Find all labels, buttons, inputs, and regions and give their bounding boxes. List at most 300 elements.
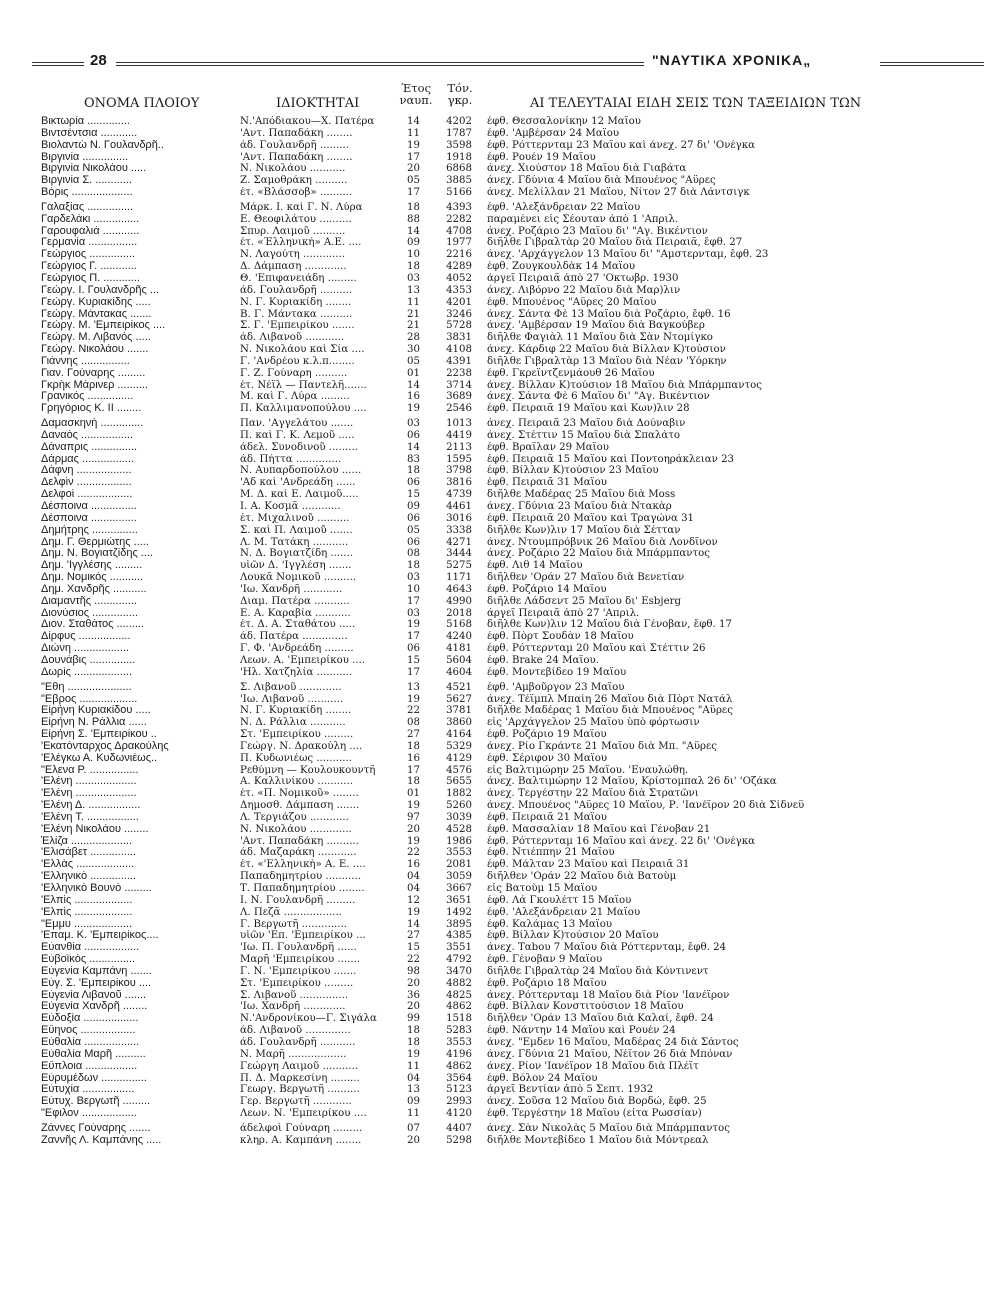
build-year: 97	[407, 811, 420, 823]
owner-name: άδ. Πήττα ..............	[240, 453, 342, 465]
build-year: 19	[407, 1048, 420, 1060]
gross-tons: 5728	[446, 320, 472, 332]
ship-name: Δημ. 'Ιγγλέσης .........	[41, 560, 143, 572]
trip-news: άνεχ. Βίλλαν Κ)τούσιον 18 Μαΐου διὰ Μπάρμπαντος	[487, 379, 762, 391]
owner-name: Ε. Α. Καραβία ...........	[240, 607, 351, 619]
gross-tons: 4201	[446, 296, 472, 308]
table-row	[0, 1001, 1000, 1013]
column-header-owners: ΙΔΙΟΚΤΗΤΑΙ	[276, 96, 360, 111]
trip-news: παραμένει εἰς Σέουταν ἀπὸ 1 'Απριλ.	[487, 213, 679, 225]
trip-news: έφθ. Λιθ 14 Μαΐου	[487, 560, 583, 572]
owner-name: Ν. Δ. Ράλλια ...........	[240, 717, 346, 729]
gross-tons: 3651	[446, 894, 472, 906]
table-row	[0, 537, 1000, 549]
build-year: 11	[407, 1108, 420, 1120]
build-year: 05	[407, 175, 420, 187]
column-header-tons-line2: γκρ.	[447, 93, 473, 107]
trip-news: έφθ. Ροζάριο 18 Μαΐου	[487, 977, 607, 989]
owner-name: 'Αντ. Παπαδάκη ........	[240, 151, 353, 163]
owner-name: Λουκᾶ Νομικοῦ ..........	[240, 572, 357, 584]
ship-name: Εὐβοϊκὸς ...............	[41, 954, 136, 966]
owner-name: Ν. Αυπαρδοπούλου ......	[240, 465, 362, 477]
ship-name: Δωρὶς ...................	[41, 666, 133, 678]
ship-name: Εἰρήνη Σ. 'Εμπειρίκου ..	[41, 729, 157, 741]
table-row	[0, 717, 1000, 729]
build-year: 22	[407, 954, 420, 966]
build-year: 17	[407, 595, 420, 607]
owner-name: Ν. Γ. Κυριακίδη ........	[240, 705, 352, 717]
table-row	[0, 847, 1000, 859]
gross-tons: 1986	[446, 835, 472, 847]
owner-name: έτ. «Βλάσσοβ» ..........	[240, 187, 353, 199]
owner-name: Ν. Γ. Κυριακίδη ........	[240, 296, 352, 308]
gross-tons: 5655	[446, 776, 472, 788]
build-year: 19	[407, 403, 420, 415]
ship-name: Γκρὴκ Μάρινερ ..........	[41, 379, 148, 391]
trip-news: άνεχ. Πειραιᾶ 23 Μαΐου διὰ Δούναβιν	[487, 418, 686, 430]
owner-name: Ν. Δ. Βογιατζίδη .......	[240, 548, 354, 560]
table-row	[0, 619, 1000, 631]
column-header-year	[396, 82, 436, 106]
gross-tons: 5260	[446, 800, 472, 812]
table-row	[0, 128, 1000, 140]
build-year: 18	[407, 776, 420, 788]
table-row	[0, 667, 1000, 679]
table-row	[0, 477, 1000, 489]
build-year: 17	[407, 631, 420, 643]
build-year: 03	[407, 418, 420, 430]
build-year: 17	[407, 187, 420, 199]
owner-name: άδελ. Συνοδινοῦ .........	[240, 441, 358, 453]
build-year: 20	[407, 977, 420, 989]
gross-tons: 3598	[446, 139, 472, 151]
trip-news: άνεχ. Στέττιν 15 Μαΐου διὰ Σπαλάτο	[487, 429, 681, 441]
table-row	[0, 765, 1000, 777]
gross-tons: 4120	[446, 1108, 472, 1120]
trip-news: άνεχ. Ρίον 'Ιανέϊρον 18 Μαΐου διὰ Πλέϊτ	[487, 1060, 699, 1072]
gross-tons: 4271	[446, 536, 472, 548]
build-year: 13	[407, 284, 420, 296]
gross-tons: 3016	[446, 512, 472, 524]
table-row	[0, 368, 1000, 380]
gross-tons: 4882	[446, 977, 472, 989]
trip-news: έφθ. Μοντεβίδεο 19 Μαΐου	[487, 666, 627, 678]
owner-name: Π. Κυδωνιέως ...........	[240, 752, 352, 764]
build-year: 14	[407, 225, 420, 237]
owner-name: Παπαδημητρίου ...........	[240, 871, 362, 883]
owner-name: Σπυρ. Λαιμοῦ ..........	[240, 225, 346, 237]
gross-tons: 4385	[446, 930, 472, 942]
ship-name: Εὐθαλία Μαρῆ ..........	[41, 1048, 146, 1060]
trip-news: άνεχ. Σάντα Φὲ 6 Μαΐου δι' "Αγ. Βικέντιον	[487, 391, 710, 403]
owner-name: Μ. καὶ Γ. Λύρα .........	[240, 391, 350, 403]
trip-news: έφθ. Πειραιᾶ 19 Μαΐου καὶ Κων)λιν 28	[487, 403, 690, 415]
owner-name: Γεώργη Λαιμοῦ ...........	[240, 1060, 359, 1072]
ship-name: 'Ελένη ....................	[41, 776, 137, 788]
owner-name: άδελφοὶ Γούναρη .........	[240, 1122, 363, 1134]
owner-name: 'Ιω. Χανδρῆ .............	[240, 1001, 346, 1013]
trip-news: διῆλθε Κων)λιν 12 Μαΐου διὰ Γένοβαν, ἔφθ. 17	[487, 619, 732, 631]
build-year: 19	[407, 835, 420, 847]
ship-name: Εὐανθία ..................	[41, 942, 140, 954]
table-row	[0, 1025, 1000, 1037]
ship-name: Εὐτυχ. Βεργωτῆ .........	[41, 1096, 151, 1108]
trip-news: άνεχ. Μπουένος "Αϋρες 10 Μαΐου, Ρ. 'Ιανέϊρον 20 διὰ Σίδνεϋ	[487, 800, 805, 812]
ship-name: "Εμμυ ...................	[41, 918, 133, 930]
build-year: 06	[407, 643, 420, 655]
ship-name: Βιργινία Νικολάου .....	[41, 163, 147, 175]
owner-name: Γ. 'Ανδρέου κ.λ.π........	[240, 355, 355, 367]
trip-news: άργεῖ Πειραιᾶ ἀπὸ 27 'Οκτωβρ. 1930	[487, 272, 679, 284]
build-year: 20	[407, 1001, 420, 1013]
gross-tons: 3039	[446, 811, 472, 823]
ship-name: "Εβρος ...................	[41, 693, 138, 705]
ship-name: 'Ελένη Τ. .................	[41, 811, 139, 823]
table-row	[0, 309, 1000, 321]
gross-tons: 3470	[446, 965, 472, 977]
build-year: 06	[407, 477, 420, 489]
gross-tons: 5627	[446, 693, 472, 705]
owner-name: άδ. Γουλανδρῆ ...........	[240, 1036, 356, 1048]
build-year: 17	[407, 764, 420, 776]
owner-name: κληρ. Α. Καμπάνη ........	[240, 1134, 362, 1146]
gross-tons: 3246	[446, 308, 472, 320]
owner-name: Σ. Λιβανοῦ ...............	[240, 989, 349, 1001]
trip-news: άνεχ. Γδύνια 21 Μαΐου, Νέϊτον 26 διὰ Μπόναν	[487, 1048, 733, 1060]
gross-tons: 2081	[446, 859, 472, 871]
gross-tons: 4862	[446, 1060, 472, 1072]
ship-name: Δάφνη ..................	[41, 465, 132, 477]
table-row	[0, 859, 1000, 871]
trip-news: εἰς Βαλτιμώρην 25 Μαΐου. 'Εναυλώθη.	[487, 764, 689, 776]
table-row	[0, 705, 1000, 717]
table-row	[0, 430, 1000, 442]
table-row	[0, 297, 1000, 309]
ship-name: 'Επαμ. Κ. 'Εμπειρίκος....	[41, 930, 159, 942]
owner-name: 'Ιω. Λιβανοῦ ...........	[240, 693, 344, 705]
build-year: 09	[407, 501, 420, 512]
ship-name: Διαμαντῆς ..............	[41, 595, 137, 607]
table-row	[0, 152, 1000, 164]
table-row	[0, 380, 1000, 392]
build-year: 17	[407, 151, 420, 163]
ship-name: 'Ελένη ....................	[41, 788, 137, 800]
gross-tons: 5275	[446, 560, 472, 572]
build-year: 18	[407, 465, 420, 477]
ship-name: Εὔπλοια .................	[41, 1060, 138, 1072]
table-row	[0, 489, 1000, 501]
gross-tons: 2993	[446, 1096, 472, 1108]
gross-tons: 6868	[446, 163, 472, 175]
owner-name: Γ. Βεργωτῆ ..............	[240, 918, 348, 930]
gross-tons: 1013	[446, 418, 472, 430]
trip-news: διῆλθε Μαδέρας 25 Μαΐου διὰ Moss	[487, 489, 676, 501]
build-year: 09	[407, 1096, 420, 1108]
owner-name: 'Ιω. Χανδρῆ ............	[240, 583, 343, 595]
owner-name: 'Αδ καὶ 'Ανδρεάδη ......	[240, 477, 356, 489]
gross-tons: 1595	[446, 453, 472, 465]
trip-news: έφθ. Νάντην 14 Μαΐου καὶ Ρουέν 24	[487, 1025, 676, 1037]
gross-tons: 3714	[446, 379, 472, 391]
gross-tons: 4202	[446, 116, 472, 127]
owner-name: Λ. Τεργιάζου ............	[240, 811, 349, 823]
trip-news: έφθ. Καλάμας 13 Μαΐου	[487, 918, 613, 930]
trip-news: έφθ. 'Αμβέρσαν 24 Μαΐου	[487, 127, 620, 139]
ship-name: Γεώργ. Κυριακίδης .....	[41, 296, 151, 308]
build-year: 10	[407, 583, 420, 595]
build-year: 04	[407, 1072, 420, 1084]
ship-name: Γεώργ. Μάντακας .......	[41, 308, 152, 320]
table-row	[0, 418, 1000, 430]
gross-tons: 4862	[446, 1001, 472, 1013]
ship-name: Γαρουφαλιά ............	[41, 225, 140, 237]
gross-tons: 4604	[446, 666, 472, 678]
table-row	[0, 930, 1000, 942]
owner-name: Λ. Μ. Τατάκη ...........	[240, 536, 349, 548]
gross-tons: 3831	[446, 332, 472, 344]
ship-name: 'Ελληνικὸ ...............	[41, 871, 137, 883]
build-year: 19	[407, 906, 420, 918]
ship-name: Γερμανία ................	[41, 237, 138, 249]
build-year: 20	[407, 823, 420, 835]
owner-name: Μ. Δ. καὶ Ε. Λαιμοῦ.....	[240, 489, 359, 501]
trip-news: έφθ. Πειραιᾶ 31 Μαΐου	[487, 477, 607, 489]
owner-name: 'Ιω. Π. Γουλανδρῆ ......	[240, 942, 357, 954]
table-row	[0, 824, 1000, 836]
table-row	[0, 729, 1000, 741]
table-row	[0, 990, 1000, 1002]
table-row	[0, 548, 1000, 560]
trip-news: άργεῖ Πειραιᾶ ἀπὸ 27 'Απριλ.	[487, 607, 640, 619]
gross-tons: 4643	[446, 583, 472, 595]
ship-name: Ζάννες Γούναρης .......	[41, 1122, 151, 1134]
owner-name: Ν. Λαγούτη .............	[240, 249, 346, 261]
build-year: 18	[407, 201, 420, 213]
owner-name: Λ. Πεζᾶ ..................	[240, 906, 342, 918]
table-row	[0, 226, 1000, 238]
table-row	[0, 788, 1000, 800]
owner-name: Στ. 'Εμπειρίκου .........	[240, 977, 354, 989]
trip-news: έφθ. Βίλλαν Κ)τούσιον 23 Μαΐου	[487, 465, 659, 477]
table-row	[0, 631, 1000, 643]
trip-news: έφθ. Βίλλαν Κ)τούσιον 20 Μαΐου	[487, 930, 659, 942]
trip-news: άνεχ. Βαλτιμώρην 12 Μαΐου, Κρίστομπαλ 26 δι' 'Οζάκα	[487, 776, 777, 788]
build-year: 16	[407, 391, 420, 403]
trip-news: άνεχ. "Εμδεν 16 Μαΐου, Μαδέρας 24 διὰ Σάντος	[487, 1036, 739, 1048]
table-row	[0, 655, 1000, 667]
build-year: 18	[407, 740, 420, 752]
table-row	[0, 883, 1000, 895]
ship-name: Εὐγ. Σ. 'Εμπειρίκου ....	[41, 977, 152, 989]
ship-name: Ζαννῆς Λ. Καμπάνης .....	[41, 1134, 162, 1146]
table-row	[0, 942, 1000, 954]
owner-name: άδ. Λιβανοῦ ............	[240, 332, 345, 344]
trip-news: εἰς Βατοὺμ 15 Μαΐου	[487, 883, 598, 894]
gross-tons: 4353	[446, 284, 472, 296]
trip-news: άνεχ. Ντουμπρόβνικ 26 Μαΐου διὰ Λονδῖνον	[487, 536, 718, 548]
ship-name: Βιργινία ...............	[41, 151, 129, 163]
gross-tons: 3860	[446, 717, 472, 729]
gross-tons: 5604	[446, 654, 472, 666]
gross-tons: 3798	[446, 465, 472, 477]
table-row	[0, 907, 1000, 919]
build-year: 22	[407, 847, 420, 859]
trip-news: έφθ. Μασσαλίαν 18 Μαΐου καὶ Γένοβαν 21	[487, 823, 711, 835]
ship-name: 'Ελληνικὸ Βουνὸ .........	[41, 883, 152, 894]
trip-news: άνεχ. Σοῦσα 12 Μαΐου διὰ Βορδώ, ἔφθ. 25	[487, 1096, 707, 1108]
build-year: 01	[407, 367, 420, 379]
build-year: 98	[407, 965, 420, 977]
trip-news: διῆλθε Λάδσεντ 25 Μαΐου δι' Esbjerg	[487, 595, 682, 607]
table-row	[0, 608, 1000, 620]
table-row	[0, 596, 1000, 608]
ship-name: Εἰρήνη Κυριακίδου .....	[41, 705, 151, 717]
ship-name: Δημ. Νομικός ...........	[41, 572, 144, 584]
build-year: 19	[407, 693, 420, 705]
build-year: 08	[407, 548, 420, 560]
trip-news: άνεχ. Σὰν Νικολὰς 5 Μαΐου διὰ Μπάρμπαντος	[487, 1122, 730, 1134]
gross-tons: 5168	[446, 619, 472, 631]
build-year: 05	[407, 355, 420, 367]
table-row	[0, 1037, 1000, 1049]
owner-name: Σ. καὶ Π. Λαιμοῦ .......	[240, 524, 353, 536]
owner-name: Α. Καλλινίκου ...........	[240, 776, 353, 788]
gross-tons: 4708	[446, 225, 472, 237]
ship-name: Γεώργιος Γ. ............	[41, 261, 137, 273]
ship-name: 'Ελέγκω Α. Κυδωνιέως..	[41, 752, 158, 764]
table-row	[0, 1123, 1000, 1135]
gross-tons: 4052	[446, 272, 472, 284]
owner-name: Ζ. Σαμοθράκη ..........	[240, 175, 348, 187]
column-header-ship: ΟΝΟΜΑ ΠΛΟΙΟΥ	[84, 96, 200, 111]
trip-news: άνεχ. Ρίο Γκράντε 21 Μαΐου διὰ Μπ. "Αϋρες	[487, 740, 717, 752]
owner-name: Ν. Νικολάου .............	[240, 823, 352, 835]
table-row	[0, 344, 1000, 356]
page-header	[32, 52, 984, 72]
build-year: 27	[407, 729, 420, 741]
ship-name: 'Εκατόνταρχος Δρακούλης	[41, 740, 169, 752]
ship-name: Δέσποινα ...............	[41, 501, 137, 512]
column-header-tons	[440, 82, 480, 106]
build-year: 17	[407, 666, 420, 678]
ship-name: 'Ελπὶς ...................	[41, 894, 133, 906]
gross-tons: 4407	[446, 1122, 472, 1134]
table-row	[0, 753, 1000, 765]
header-rule-middle	[116, 62, 644, 66]
table-row	[0, 643, 1000, 655]
trip-news: άνεχ. Κάρδιφ 22 Μαΐου διὰ Βίλλαν Κ)τούσιον	[487, 344, 726, 356]
build-year: 07	[407, 1122, 420, 1134]
gross-tons: 4521	[446, 681, 472, 693]
owner-name: Ν.'Ανδρονίκου—Γ. Σιγάλα	[240, 1013, 377, 1025]
ship-name: Γεώργ. Μ. Λιβανός .....	[41, 332, 151, 344]
trip-news: διῆλθεν 'Οράν 13 Μαΐου διὰ Καλαί, ἔφθ. 24	[487, 1013, 714, 1025]
trip-news: έφθ. Μάλταν 23 Μαΐου καὶ Πειραιᾶ 31	[487, 859, 690, 871]
owner-name: Ν. Νικολάου καὶ Σία ....	[240, 344, 365, 356]
trip-news: έφθ. 'Αμβοῦργον 23 Μαΐου	[487, 681, 625, 693]
table-row	[0, 187, 1000, 199]
gross-tons: 1918	[446, 151, 472, 163]
owner-name: Σ. Γ. 'Εμπειρίκου .......	[240, 320, 355, 332]
owner-name: Δ. Δάμπαση .............	[240, 261, 347, 273]
owner-name: Ν. Νικολάου ...........	[240, 163, 346, 175]
ship-name: 'Ελένη Δ. .................	[41, 800, 141, 812]
ship-name: Γεώργ. Νικολάου .......	[41, 344, 149, 356]
build-year: 83	[407, 453, 420, 465]
gross-tons: 4391	[446, 355, 472, 367]
ship-name: "Εφιλον ..................	[41, 1108, 137, 1120]
gross-tons: 4393	[446, 201, 472, 213]
gross-tons: 4825	[446, 989, 472, 1001]
owner-name: Γερ. Βεργωτῆ ............	[240, 1096, 352, 1108]
ship-name: Δημ. Γ. Θερμιώτης .....	[41, 536, 149, 548]
gross-tons: 5123	[446, 1084, 472, 1096]
table-row	[0, 812, 1000, 824]
ship-name: 'Ελένη Νικολάου ........	[41, 823, 149, 835]
build-year: 21	[407, 308, 420, 320]
build-year: 04	[407, 871, 420, 883]
build-year: 03	[407, 572, 420, 584]
ship-name: Γρηγόριος Κ. ΙΙ ........	[41, 403, 142, 415]
ship-name: Δίρφυς .................	[41, 631, 131, 643]
build-year: 36	[407, 989, 420, 1001]
owner-name: Ι. Α. Κοσμᾶ ............	[240, 501, 341, 512]
ship-name: Γεώργιος Π. ............	[41, 272, 140, 284]
gross-tons: 2546	[446, 403, 472, 415]
gross-tons: 3444	[446, 548, 472, 560]
build-year: 16	[407, 859, 420, 871]
ship-name: Εὐγενία Χανδρῆ ........	[41, 1001, 148, 1013]
build-year: 15	[407, 489, 420, 501]
gross-tons: 4990	[446, 595, 472, 607]
gross-tons: 1492	[446, 906, 472, 918]
table-row	[0, 1013, 1000, 1025]
build-year: 11	[407, 296, 420, 308]
owner-name: 'Αντ. Παπαδάκη ........	[240, 127, 353, 139]
build-year: 19	[407, 800, 420, 812]
trip-news: άργεῖ Βεντίαν ἀπὸ 5 Σεπτ. 1932	[487, 1084, 654, 1096]
trip-news: έφθ. Πειραιᾶ 21 Μαΐου	[487, 811, 607, 823]
owner-name: άδ. Πατέρα ..............	[240, 631, 348, 643]
trip-news: διῆλθε Μαδέρας 1 Μαΐου διὰ Μπουένος "Αϋρες	[487, 705, 733, 717]
build-year: 10	[407, 249, 420, 261]
ship-name: Γεώργ. Ι. Γουλανδρῆς ...	[41, 284, 159, 296]
gross-tons: 4164	[446, 729, 472, 741]
trip-news: εἰς 'Αρχάγγελον 25 Μαΐου ὑπὸ φόρτωσιν	[487, 717, 700, 729]
ship-name: Γαρδελάκι ...............	[41, 213, 140, 225]
build-year: 19	[407, 619, 420, 631]
trip-news: έφθ. Πὸρτ Σουδὰν 18 Μαΐου	[487, 631, 634, 643]
gross-tons: 3781	[446, 705, 472, 717]
build-year: 06	[407, 429, 420, 441]
table-row	[0, 1073, 1000, 1085]
owner-name: 'Αντ. Παπαδάκη ..........	[240, 835, 359, 847]
owner-name: έτ. «Π. Νομικοῦ» ........	[240, 788, 359, 800]
trip-news: άνεχ. Σάντα Φὲ 13 Μαΐου διὰ Ροζάριο, ἔφθ. 16	[487, 308, 731, 320]
gross-tons: 4289	[446, 261, 472, 273]
table-row	[0, 741, 1000, 753]
gross-tons: 5283	[446, 1025, 472, 1037]
ship-name: Βιολαντὼ Ν. Γουλανδρῆ..	[41, 139, 164, 151]
ship-name: Γαλαξίας ...............	[41, 201, 134, 213]
table-row	[0, 249, 1000, 261]
build-year: 08	[407, 717, 420, 729]
gross-tons: 2282	[446, 213, 472, 225]
owner-name: Γ. Ν. 'Εμπειρίκου .......	[240, 965, 357, 977]
owner-name: έτ. Νέϊλ — Παντελῆ.......	[240, 379, 367, 391]
ship-name: Δουνάβις ...............	[41, 654, 136, 666]
ship-name: Διον. Σταθάτος .........	[41, 619, 144, 631]
